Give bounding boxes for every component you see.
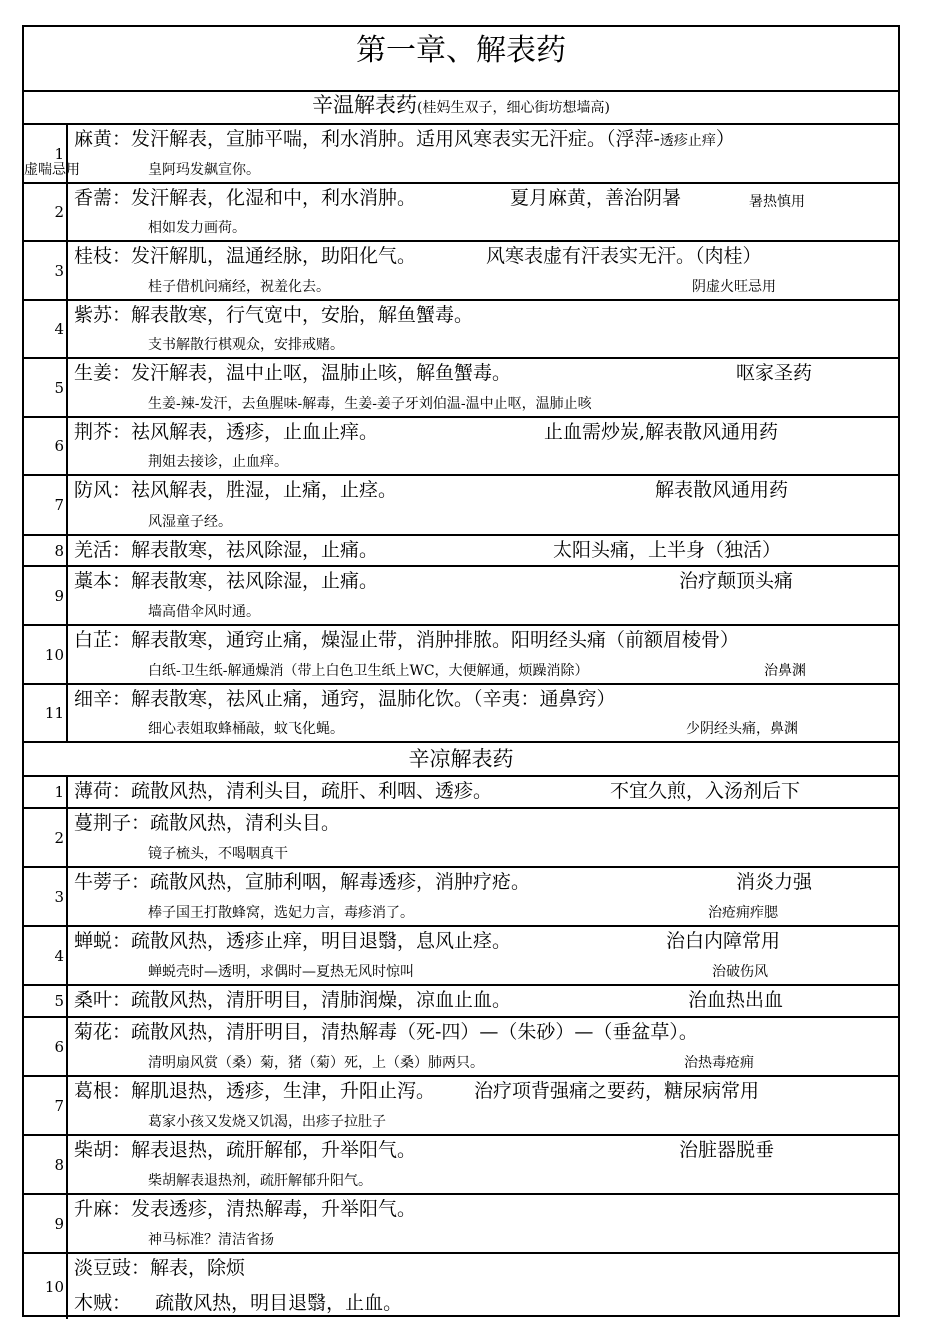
herb-mnemonic-line	[148, 511, 892, 533]
herb-efficacy	[74, 1195, 892, 1223]
herb-efficacy	[74, 536, 892, 564]
herb-clinical-note: 止血需炒炭,解表散风通用药	[544, 421, 779, 443]
herb-efficacy	[74, 1136, 892, 1164]
section-header-cool	[24, 743, 898, 777]
warm-herb-row	[24, 125, 898, 184]
herb-main-tail: ）	[715, 128, 735, 150]
herb-efficacy-second: 木贼： 疏散风热，明目退翳，止血。	[74, 1292, 403, 1314]
herb-mnemonic: 葛家小孩又发烧又饥渴，出疹子拉肚子	[148, 1114, 386, 1130]
warm-herb-row	[24, 476, 898, 536]
herb-main-text: 蝉蜕：疏散风热，透疹止痒，明目退翳，息风止痉。	[74, 930, 512, 952]
herb-main-text: 葛根：解肌退热，透疹，生津，升阳止泻。	[74, 1080, 436, 1102]
row-number: 7	[24, 1077, 68, 1134]
row-number: 8	[24, 1136, 68, 1193]
herb-main-text: 藁本：解表散寒，祛风除湿，止痛。	[74, 570, 379, 592]
cool-herb-row	[24, 1254, 898, 1319]
herb-mnemonic-line	[148, 1229, 892, 1251]
herb-mnemonic-line	[148, 451, 892, 473]
herb-clinical-note: 治疗颠顶头痛	[679, 570, 794, 592]
document-sheet	[22, 25, 900, 1317]
herb-mnemonic-line	[24, 159, 892, 181]
herb-main-text: 菊花：疏散风热，清肝明目，清热解毒（死-四）—（朱砂）—（垂盆草）。	[74, 1021, 698, 1043]
row-number: 9	[24, 1195, 68, 1252]
herb-efficacy	[74, 986, 892, 1014]
herb-indication-note: 治热毒疮痈	[684, 1055, 754, 1071]
herb-mnemonic-line	[148, 393, 892, 415]
herb-mnemonic-line	[148, 1170, 892, 1192]
row-number: 1	[24, 125, 68, 182]
herb-mnemonic: 棒子国王打散蜂窝，选妃力言，毒疹消了。	[148, 905, 414, 921]
row-number: 5	[24, 359, 68, 416]
row-number: 11	[24, 685, 68, 741]
herb-main-text: 蔓荆子：疏散风热，清利头目。	[74, 812, 341, 834]
herb-efficacy	[74, 418, 892, 446]
herb-main-text: 淡豆豉：解表，除烦	[74, 1257, 246, 1279]
herb-efficacy	[74, 1018, 892, 1046]
section-title-cool: 辛凉解表药	[408, 747, 514, 771]
herb-clinical-note: 不宜久煎，入汤剂后下	[610, 780, 801, 802]
row-number: 2	[24, 809, 68, 866]
herb-main-text: 桂枝：发汗解肌，温通经脉，助阳化气。	[74, 245, 417, 267]
herb-mnemonic: 相如发力画荷。	[148, 220, 246, 236]
herb-efficacy	[74, 567, 892, 595]
warm-herb-row	[24, 242, 898, 301]
herb-clinical-note: 治疗项背强痛之要药，糖尿病常用	[474, 1080, 760, 1102]
herb-efficacy	[74, 809, 892, 837]
section-header-warm	[24, 92, 898, 125]
row-number: 6	[24, 418, 68, 474]
herb-clinical-note: 治白内障常用	[666, 930, 781, 952]
herb-mnemonic-line	[148, 902, 892, 924]
herb-caution-note: 暑热慎用	[749, 194, 805, 210]
cool-herb-row	[24, 1195, 898, 1254]
herb-clinical-note: 治血热出血	[688, 989, 784, 1011]
row-number: 5	[24, 986, 68, 1016]
row-number: 3	[24, 242, 68, 299]
herb-mnemonic-line	[148, 276, 892, 298]
row-number: 1	[24, 777, 68, 807]
herb-efficacy	[74, 1077, 892, 1105]
herb-main-text: 柴胡：解表退热，疏肝解郁，升举阳气。	[74, 1139, 417, 1161]
row-number: 10	[24, 1254, 68, 1319]
herb-mnemonic-line	[148, 961, 892, 983]
herb-efficacy	[74, 685, 892, 713]
row-number: 4	[24, 301, 68, 357]
row-number: 2	[24, 184, 68, 240]
herb-clinical-note: 夏月麻黄，善治阴暑	[510, 187, 682, 209]
warm-herb-row	[24, 626, 898, 685]
herb-clinical-note: 解表散风通用药	[655, 479, 789, 501]
warm-herb-row	[24, 301, 898, 359]
herb-efficacy	[74, 626, 892, 654]
herb-clinical-note: 风寒表虚有汗表实无汗。（肉桂）	[486, 245, 762, 267]
herb-clinical-note: 治脏器脱垂	[679, 1139, 775, 1161]
herb-mnemonic: 白纸-卫生纸-解通燥消（带上白色卫生纸上WC，大便解通，烦躁消除）	[148, 663, 589, 679]
herb-main-text: 麻黄：发汗解表，宣肺平喘，利水消肿。适用风寒表实无汗症。（浮萍-	[74, 128, 660, 150]
herb-main-text: 牛蒡子：疏散风热，宣肺利咽，解毒透疹，消肿疗疮。	[74, 871, 531, 893]
warm-herb-row	[24, 359, 898, 418]
herb-mnemonic-line	[148, 601, 892, 623]
herb-mnemonic-line	[148, 1111, 892, 1133]
cool-herb-row	[24, 809, 898, 868]
herb-indication-note: 治破伤风	[712, 964, 768, 980]
herb-main-text: 羌活：解表散寒，祛风除湿，止痛。	[74, 539, 379, 561]
herb-main-text: 薄荷：疏散风热，清利头目，疏肝、利咽、透疹。	[74, 780, 493, 802]
herb-main-text: 紫苏：解表散寒，行气宽中，安胎，解鱼蟹毒。	[74, 304, 474, 326]
herb-main-text: 生姜：发汗解表，温中止呕，温肺止咳，解鱼蟹毒。	[74, 362, 512, 384]
herb-clinical-note: 消炎力强	[736, 871, 813, 893]
section-title-warm: 辛温解表药	[312, 93, 418, 117]
warm-herb-row	[24, 567, 898, 626]
herb-clinical-note: 太阳头痛，上半身（独活）	[553, 539, 782, 561]
herb-mnemonic: 风湿童子经。	[148, 514, 232, 530]
herb-efficacy	[74, 476, 892, 504]
herb-mnemonic: 桂子借机问痛经，祝羞化去。	[148, 279, 330, 295]
herb-mnemonic-line	[148, 1052, 892, 1074]
herb-main-text: 桑叶：疏散风热，清肝明目，清肺润燥，凉血止血。	[74, 989, 512, 1011]
herb-mnemonic: 皇阿玛发飙宣你。	[148, 162, 260, 178]
herb-main-text: 白芷：解表散寒，通窍止痛，燥湿止带，消肿排脓。阳明经头痛（前额眉棱骨）	[74, 629, 740, 651]
herb-mnemonic: 细心表姐取蜂桶敲，蚊飞化蝇。	[148, 721, 344, 737]
herb-mnemonic-line	[148, 718, 892, 740]
herb-mnemonic: 蝉蜕壳时—透明，求偶时—夏热无风时惊叫	[148, 964, 414, 980]
herb-indication-note: 少阴经头痛，鼻渊	[686, 721, 798, 737]
herb-efficacy	[74, 927, 892, 955]
cool-herb-row	[24, 777, 898, 809]
herb-mnemonic: 荆姐去接诊，止血痒。	[148, 454, 288, 470]
row-number: 4	[24, 927, 68, 984]
herb-mnemonic: 神马标准？清洁省扬	[148, 1232, 274, 1248]
herb-mnemonic-line	[148, 217, 892, 239]
herb-efficacy	[74, 777, 892, 805]
herb-efficacy	[74, 242, 892, 270]
herb-efficacy	[74, 868, 892, 896]
herb-mnemonic: 清明扇风赏（桑）菊，猪（菊）死，上（桑）肺两只。	[148, 1055, 484, 1071]
warm-herb-row	[24, 184, 898, 242]
cool-herb-row	[24, 1136, 898, 1195]
herb-indication-note: 虚喘忌用	[24, 162, 80, 178]
cool-herb-row	[24, 986, 898, 1018]
herb-mnemonic-line	[148, 843, 892, 865]
herb-mnemonic-line	[148, 660, 892, 682]
row-number: 9	[24, 567, 68, 624]
chapter-title: 第一章、解表药	[24, 27, 898, 92]
warm-herb-row	[24, 536, 898, 567]
herb-main-text: 细辛：解表散寒，祛风止痛，通窍，温肺化饮。（辛夷：通鼻窍）	[74, 688, 616, 710]
herb-mnemonic: 生姜-辣-发汗，去鱼腥味-解毒，生姜-姜子牙刘伯温-温中止呕，温肺止咳	[148, 396, 592, 412]
herb-efficacy	[74, 184, 892, 212]
herb-mnemonic: 支书解散行棋观众，安排戒赌。	[148, 337, 344, 353]
cool-herb-row	[24, 927, 898, 986]
herb-mnemonic-line	[148, 334, 892, 356]
row-number: 3	[24, 868, 68, 925]
herb-indication-note: 阴虚火旺忌用	[692, 279, 776, 295]
herb-clinical-note: 呕家圣药	[736, 362, 813, 384]
herb-indication-note: 治鼻渊	[764, 663, 806, 679]
row-number: 7	[24, 476, 68, 534]
row-number: 8	[24, 536, 68, 565]
row-number: 6	[24, 1018, 68, 1075]
herb-efficacy	[74, 301, 892, 329]
herb-efficacy	[74, 1254, 892, 1282]
herb-efficacy	[74, 125, 892, 153]
cool-herb-row	[24, 1077, 898, 1136]
herb-mnemonic: 镜子梳头，不喝咽真干	[148, 846, 288, 862]
herb-main-text: 荆芥：祛风解表，透疹，止血止痒。	[74, 421, 379, 443]
warm-herb-row	[24, 418, 898, 476]
herb-mnemonic: 墙高借伞风时通。	[148, 604, 260, 620]
herb-main-text: 升麻：发表透疹，清热解毒，升举阳气。	[74, 1198, 417, 1220]
section-mnemonic-warm: (桂妈生双子，细心街坊想墙高)	[417, 100, 610, 116]
herb-main-text: 防风：祛风解表，胜湿，止痛，止痉。	[74, 479, 398, 501]
cool-herb-row	[24, 868, 898, 927]
cool-herb-row	[24, 1018, 898, 1077]
herb-indication-note: 治疮痈痄腮	[708, 905, 778, 921]
warm-herb-row	[24, 685, 898, 743]
herb-mnemonic: 柴胡解表退热剂，疏肝解郁升阳气。	[148, 1173, 372, 1189]
herb-efficacy	[74, 359, 892, 387]
herb-main-note: 透疹止痒	[659, 133, 716, 149]
herb-main-text: 香薷：发汗解表，化湿和中，利水消肿。	[74, 187, 417, 209]
row-number: 10	[24, 626, 68, 683]
